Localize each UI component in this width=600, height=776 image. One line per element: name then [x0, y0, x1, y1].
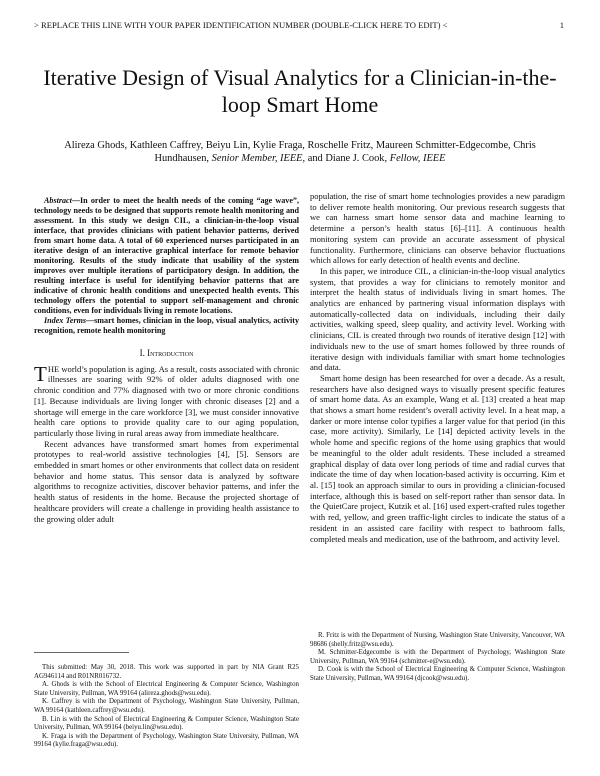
footnote: M. Schmitter-Edgecombe is with the Department of Psychology, Washington State University, Pullman, WA 99164 (schmitter-e@wsu.edu). — [310, 649, 565, 665]
author-list — [60, 139, 540, 165]
intro-paragraph-1 — [34, 361, 299, 439]
abstract-text: —In order to meet the health needs of the coming “age wave”, technology needs to be designed that supports remote health monitoring and assessment. In this study we design CIL, a clinician-in-the-loop visual interface, that provides clinicians with patient behavior patterns, derived from smart home data. A total of 60 experienced nurses participated in an iterative design of an interactive graphical interface for remote behavior monitoring. Results of the study indicate that usability of the system improves over multiple iterations of participatory design. In addition, the resulting interface is useful for identifying behavior patterns that are indicative of chronic health conditions and unexpected health events. This technology offers the potential to support self-management and chronic conditions, even for individuals living in remote locations. — [34, 196, 299, 315]
footnote-rule — [34, 652, 129, 653]
hundhausen-title: Senior Member, IEEE — [211, 153, 303, 164]
footnote: K. Fraga is with the Department of Psychology, Washington State University, Pullman, WA 99164 (kylie.fraga@wsu.edu). — [34, 732, 299, 749]
footnotes-left — [34, 664, 299, 750]
section-heading: I. Introduction — [139, 348, 194, 358]
right-column — [310, 191, 565, 544]
footnote: This submitted: May 30, 2018. This work was supported in part by NIA Grant R25 AG946114 and R01NR016732. — [34, 664, 299, 680]
index-terms — [34, 316, 299, 336]
footnote: B. Lin is with the School of Electrical Engineering & Computer Science, Washington State University, Pullman, WA 99164 (beiyu.lin@wsu.edu). — [34, 715, 299, 732]
index-terms-text: —smart homes, clinician in the loop, visual analytics, activity recognition, remote health monitoring — [34, 316, 300, 335]
abstract — [34, 196, 299, 316]
left-column — [34, 196, 299, 524]
index-terms-label: Index Terms — [44, 316, 87, 325]
cook-title: Fellow, IEEE — [389, 153, 446, 164]
abstract-label: Abstract — [44, 196, 72, 205]
header-text: > REPLACE THIS LINE WITH YOUR PAPER IDENTIFICATION NUMBER (DOUBLE-CLICK HERE TO EDIT) < — [34, 20, 448, 30]
right-paragraph-2: In this paper, we introduce CIL, a clinician-in-the-loop visual analytics system, that provides a way for clinicians to remotely monitor and interpret the health status of individuals living in smart homes. The analytics are enhanced by partnering visual information displays with automatically-collected data on individuals, including their daily activities, walking speed, sleep quality, and activity level. Working with clinicians, CIL is created through two rounds of iterative design [12] with individuals new to the use of smart homes followed by three rounds of iterative design with individuals familiar with smart home technologies and data. — [310, 265, 565, 373]
intro-paragraph-2: Recent advances have transformed smart homes from experimental prototypes to real-world assistive technologies [4], [5]. Sensors are embedded in smart homes or other environments that collect data on resident behavior and home status. This sensor data is analyzed by software algorithms to recognize activities, discover behavior patterns, and infer the health status of residents in the home. Because the projected shortage of healthcare providers will create a challenge in providing health assistance to the growing older adult — [34, 438, 299, 524]
intro-p1-text: HE world’s population is aging. As a result, costs associated with chronic illnesses are soaring with 92% of older adults diagnosed with one chronic condition and 77% diagnosed with two or more chronic conditions [1]. Because individuals are living longer with chronic diseases [2] and a shortage will emerge in the care workforce [3], we must consider innovative health care options to provide quality care to our aging population, particularly those living in rural areas away from immediate healthcare. — [34, 363, 299, 438]
page-number: 1 — [559, 20, 564, 30]
right-paragraph-3: Smart home design has been researched for over a decade. As a result, researchers have also designed ways to visually present specific features of smart home data. As an example, Wang et al. [13] created a heat map that shows a smart home resident’s overall activity level. In a heat map, a darker or more intense color typifies a larger value for that period (in this case, more activity). Similarly, Le [14] depicted activity levels in the whole home and specific regions of the home using graphics that would be meaningful to the older adult residents. These included a streamed graphical display of data over long periods of time and radial curves that indicate the time of day when location-based activity is occurring. Kim et al. [15] took an approach similar to ours in providing a clinician-focused interface, although this is based on self-report rather than sensor data. In the QuietCare project, Kutzik et al. [16] used expert-crafted rules together with red, yellow, and green traffic-light circles to indicate the status of a resident in an assisted care facility with respect to bathroom falls, completed meals and medication, use of the bathroom, and activity level. — [310, 372, 565, 544]
running-header — [34, 20, 564, 30]
right-paragraph-1: population, the rise of smart home technologies provides a new paradigm to deliver remote health monitoring. Our previous research suggests that we can harness smart home sensor data and machine learning to determine a person’s health status [6]–[11]. A continuous health monitoring system can provide an accurate assessment of physical functionality. Furthermore, clinicians can observe behavior fluctuations which allows for early detection of health events and decline. — [310, 191, 565, 266]
drop-cap: T — [34, 361, 47, 386]
footnote: K. Caffrey is with the Department of Psychology, Washington State University, Pullman, WA 99164 (kathleen.caffrey@wsu.edu). — [34, 698, 299, 714]
paper-title: Iterative Design of Visual Analytics for a Clinician-in-the-loop Smart Home — [43, 65, 557, 117]
footnote: D. Cook is with the School of Electrical Engineering & Computer Science, Washington State University, Pullman, WA 99164 (djcook@wsu.edu). — [310, 666, 565, 682]
authors-line: Alireza Ghods, Kathleen Caffrey, Beiyu Lin, Kylie Fraga, Roschelle Fritz, Maureen Schmitter-Edgecombe, Chris Hundhausen, — [64, 140, 536, 164]
authors-cook: , and Diane J. Cook, — [302, 153, 388, 164]
footnote: A. Ghods is with the School of Electrical Engineering & Computer Science, Washington State University, Pullman, WA 99164 (alireza.ghods@wsu.edu). — [34, 681, 299, 697]
footnote: R. Fritz is with the Department of Nursing, Washington State University, Vancouver, WA 98686 (shelly.fritz@wsu.edu). — [310, 632, 565, 648]
footnotes-right — [310, 632, 565, 684]
